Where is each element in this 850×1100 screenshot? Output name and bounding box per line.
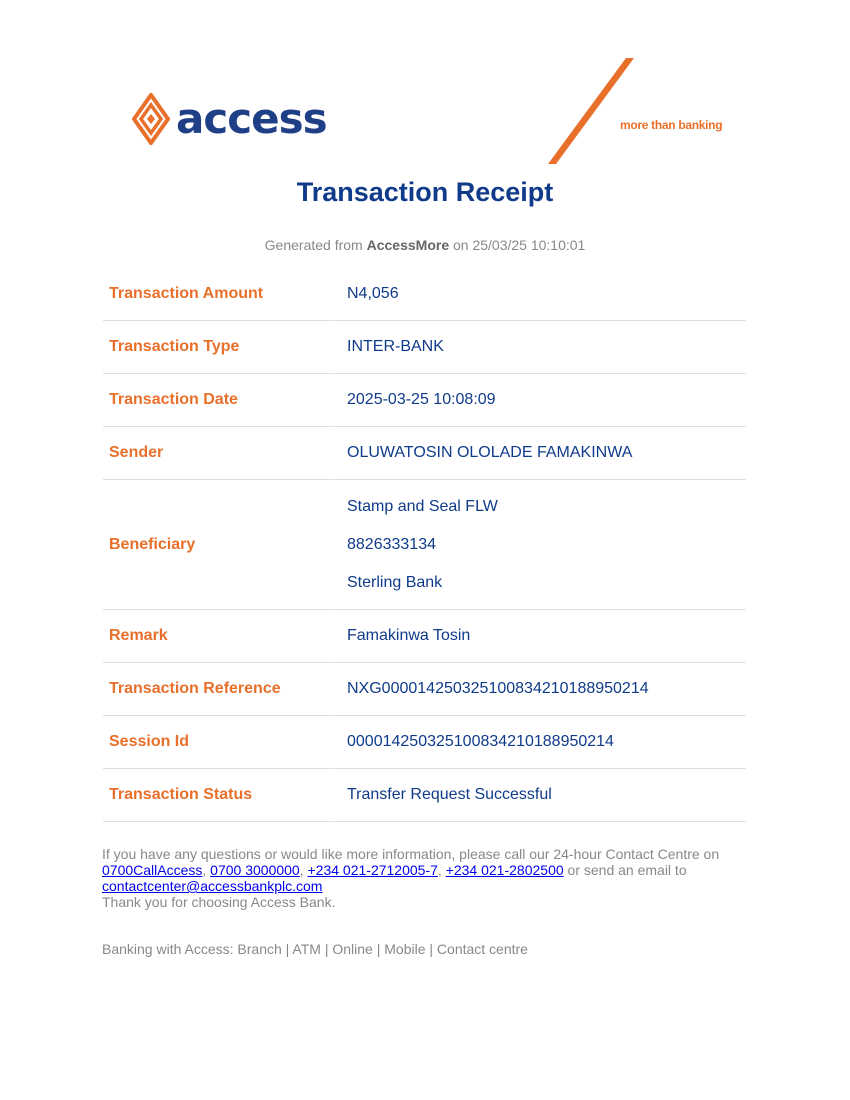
sender-value: OLUWATOSIN OLOLADE FAMAKINWA (331, 427, 746, 480)
contact-intro: If you have any questions or would like more information, please call our 24-hour Contact Centre on (102, 846, 720, 862)
channel-branch: Branch (237, 941, 282, 957)
table-row (103, 268, 746, 321)
beneficiary-account: 8826333134 (347, 536, 436, 553)
channel-contact-centre: Contact centre (436, 941, 528, 957)
banking-channels: Banking with Access: Branch | ATM | Online | Mobile | Contact centre (102, 941, 528, 957)
table-row (103, 610, 746, 663)
date-value: 2025-03-25 10:08:09 (331, 374, 746, 427)
session-label: Session Id (103, 716, 331, 769)
amount-label: Transaction Amount (103, 268, 331, 321)
channel-atm: ATM (292, 941, 321, 957)
receipt-header (0, 0, 850, 165)
reference-value: NXG000014250325100834210188950214 (331, 663, 746, 716)
table-row (103, 769, 746, 822)
banking-prefix: Banking with Access: (102, 941, 234, 957)
table-row (103, 427, 746, 480)
page-title: Transaction Receipt (296, 177, 554, 207)
beneficiary-value (331, 480, 746, 610)
table-row (103, 716, 746, 769)
generated-note: Generated from AccessMore on 25/03/25 10:10:01 (264, 237, 586, 253)
status-value: Transfer Request Successful (331, 769, 746, 822)
access-logo (132, 93, 327, 145)
remark-label: Remark (103, 610, 331, 663)
amount-value: N4,056 (331, 268, 746, 321)
table-row (103, 321, 746, 374)
orange-slash-graphic (548, 58, 638, 164)
phone-link-lagos-1[interactable]: +234 021-2712005-7 (307, 862, 438, 878)
channel-mobile: Mobile (384, 941, 426, 957)
table-row (103, 663, 746, 716)
date-label: Transaction Date (103, 374, 331, 427)
beneficiary-label: Beneficiary (103, 480, 331, 610)
email-link[interactable]: contactcenter@accessbankplc.com (102, 878, 323, 894)
phone-link-callaccess[interactable]: 0700CallAccess (102, 862, 203, 878)
beneficiary-name: Stamp and Seal FLW (347, 498, 498, 515)
diamond-logo-icon (132, 93, 170, 145)
email-prefix: or send an email to (567, 862, 687, 878)
transaction-details-table (103, 268, 746, 822)
beneficiary-bank: Sterling Bank (347, 574, 443, 591)
sender-label: Sender (103, 427, 331, 480)
remark-value: Famakinwa Tosin (331, 610, 746, 663)
thank-you-text: Thank you for choosing Access Bank. (102, 894, 336, 910)
table-row (103, 480, 746, 610)
status-label: Transaction Status (103, 769, 331, 822)
contact-note: If you have any questions or would like more information, please call our 24-hour Contact Centre on 0700CallAccess, 0700 3000000, +234 021-2712005-7, +234 021-2802500 or send an email to contactcenter@accessbankplc.com Thank you for choosing Access Bank. (102, 846, 720, 910)
phone-link-lagos-2[interactable]: +234 021-2802500 (445, 862, 564, 878)
app-name: AccessMore (366, 237, 450, 253)
logo-wordmark: access (176, 94, 327, 143)
channel-online: Online (332, 941, 373, 957)
table-row (103, 374, 746, 427)
type-value: INTER-BANK (331, 321, 746, 374)
tagline: more than banking (620, 118, 723, 132)
type-label: Transaction Type (103, 321, 331, 374)
session-value: 000014250325100834210188950214 (331, 716, 746, 769)
phone-link-main[interactable]: 0700 3000000 (210, 862, 300, 878)
reference-label: Transaction Reference (103, 663, 331, 716)
